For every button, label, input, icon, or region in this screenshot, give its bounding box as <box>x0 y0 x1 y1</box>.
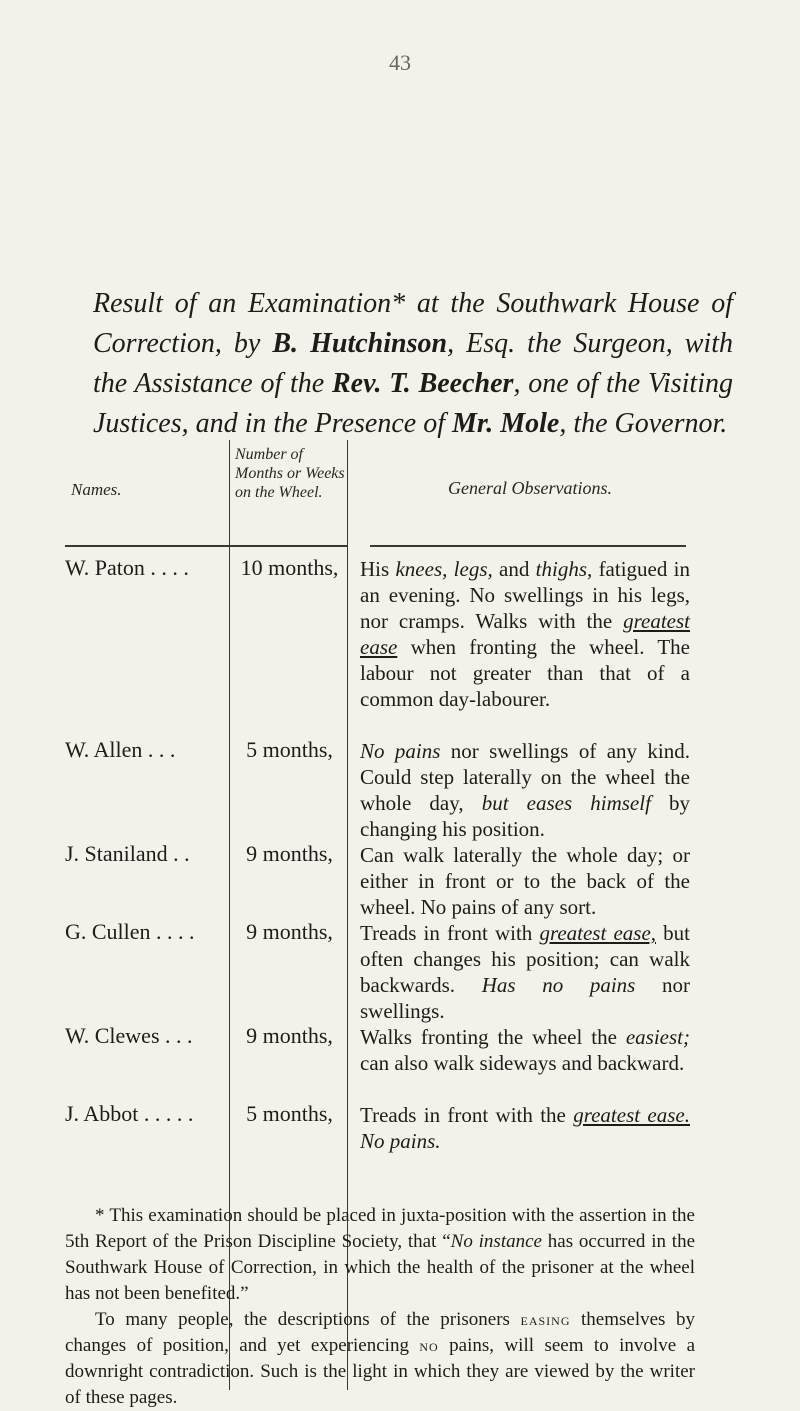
observation-text: Walks fronting the wheel the <box>360 1025 626 1049</box>
footnote-text: has occurred in the Southwark House of Correction, in which the health of the prisoner at the wheel has not been benefited.” <box>65 1231 695 1304</box>
paragraph-text: themselves by changes of position, and yet experiencing <box>65 1309 695 1356</box>
observation-text: Treads in front with <box>360 921 540 945</box>
title-part-5: , one of the Visiting Justices, and in the Presence of <box>93 368 733 439</box>
paragraph-text: To many people, the descriptions of the prisoners <box>95 1309 521 1330</box>
emphasis-text: but eases himself <box>481 791 651 815</box>
emphasis-text: greatest ease. <box>573 1103 690 1127</box>
observation-text: when fronting the wheel. The labour not greater than that of a common day-labourer. <box>360 635 690 711</box>
paragraph-small-caps: easing <box>520 1310 571 1329</box>
row-duration: 9 months, <box>246 919 333 944</box>
observation-text: by changing his position. <box>360 791 691 841</box>
page-title <box>93 284 733 444</box>
row-observation <box>360 556 690 712</box>
observation-text: fatigued in an evening. No swellings in his legs, nor cramps. Walks with the <box>360 557 690 633</box>
paragraph-text: pains, will seem to involve a downright contradiction. Such is the light in which they are viewed by the writer of these pages. <box>65 1335 696 1408</box>
observation-text: Treads in front with the <box>360 1103 574 1127</box>
title-governor-name: Mr. Mole <box>451 408 560 439</box>
observation-text: and <box>492 557 536 581</box>
observation-text: Can walk laterally the whole day; or either in front or to the back of the wheel. No pains of any sort. <box>360 843 690 919</box>
footnote <box>65 1203 695 1307</box>
observation-text: His <box>360 557 396 581</box>
emphasis-text: No pains. <box>360 1129 441 1153</box>
emphasis-text: knees, legs, <box>395 557 493 581</box>
title-justice-name: Rev. T. Beecher <box>332 368 514 399</box>
row-observation <box>360 738 690 842</box>
row-name: W. Clewes . . . <box>65 1023 193 1048</box>
title-part-3: , Esq. the Surgeon, with the Assistance of the <box>93 328 733 399</box>
row-name: W. Allen . . . <box>65 737 176 762</box>
row-observation <box>360 920 690 1024</box>
emphasis-text: greatest ease <box>360 609 690 659</box>
row-duration: 9 months, <box>246 1023 333 1048</box>
row-duration: 10 months, <box>240 555 339 580</box>
row-duration: 5 months, <box>246 1101 333 1126</box>
observation-text: but often changes his position; can walk backwards. <box>360 921 690 997</box>
footnote-emphasis: No instance <box>450 1231 542 1252</box>
header-rule <box>65 545 347 547</box>
footnote-text: * This examination should be placed in juxta-position with the assertion in the 5th Report of the Prison Discipline Society, that “ <box>65 1205 695 1252</box>
emphasis-text: greatest ease, <box>539 921 657 945</box>
paragraph-small-caps: no <box>419 1336 439 1355</box>
page-number: 43 <box>389 50 411 75</box>
row-duration: 5 months, <box>246 737 333 762</box>
title-part-1: Result of an Examination* at the Southwark House of Correction, by <box>93 288 733 359</box>
observation-text: nor swellings. <box>360 973 691 1023</box>
header-rule <box>370 545 686 547</box>
emphasis-text: No pains <box>360 739 441 763</box>
emphasis-text: thighs, <box>535 557 593 581</box>
row-name: G. Cullen . . . . <box>65 919 195 944</box>
title-surgeon-name: B. Hutchinson <box>272 328 448 359</box>
observation-text: can also walk sideways and backward. <box>360 1051 685 1075</box>
row-observation <box>360 1102 690 1154</box>
row-name: W. Paton . . . . <box>65 555 189 580</box>
observation-text: nor swellings of any kind. Could step laterally on the wheel the whole day, <box>360 739 690 815</box>
row-observation <box>360 842 690 920</box>
emphasis-text: Has no pains <box>481 973 636 997</box>
row-duration: 9 months, <box>246 841 333 866</box>
row-name: J. Staniland . . <box>65 841 190 866</box>
row-observation <box>360 1024 690 1076</box>
header-general-observations: General Observations. <box>448 478 612 498</box>
header-number-of-months: Number of Months or Weeks on the Wheel. <box>235 446 345 501</box>
closing-paragraph <box>65 1307 695 1411</box>
emphasis-text: easiest; <box>625 1025 690 1049</box>
row-name: J. Abbot . . . . . <box>65 1101 194 1126</box>
header-names: Names. <box>71 480 122 499</box>
title-part-7: , the Governor. <box>559 408 728 439</box>
